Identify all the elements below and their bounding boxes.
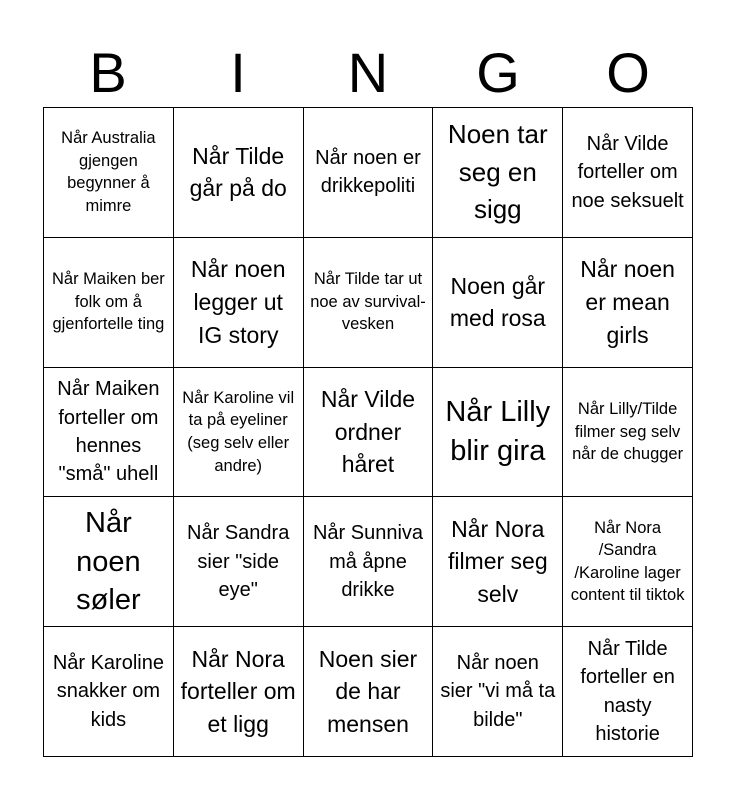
bingo-cell[interactable] <box>174 368 304 498</box>
cell-text: Noen sier de har mensen <box>318 645 418 737</box>
cell-text: Når Tilde forteller en nasty historie <box>580 637 675 745</box>
cell-text: Når Vilde ordner håret <box>320 386 416 478</box>
cell-text: Når noen er drikkepoliti <box>315 147 421 198</box>
bingo-cell[interactable] <box>433 497 563 627</box>
header-letter-g: G <box>476 41 520 104</box>
cell-text: Når Nora filmer seg selv <box>447 515 548 608</box>
bingo-cell[interactable] <box>563 108 693 238</box>
bingo-cell[interactable] <box>174 108 304 238</box>
bingo-cell[interactable] <box>174 627 304 757</box>
cell-text: Når Karoline snakker om kids <box>52 652 164 731</box>
bingo-cell[interactable] <box>304 497 434 627</box>
cell-text: Når noen legger ut IG story <box>190 256 286 348</box>
cell-text: Når Sandra sier "side eye" <box>187 522 290 601</box>
header-letter-b: B <box>89 41 127 104</box>
bingo-cell[interactable] <box>563 368 693 498</box>
cell-text: Når Australia gjengen begynner å mimre <box>61 129 156 215</box>
bingo-cell[interactable] <box>44 238 174 368</box>
cell-text: Noen tar seg en sigg <box>447 118 548 225</box>
bingo-cell[interactable] <box>433 108 563 238</box>
cell-text: Når Maiken forteller om hennes "små" uhell <box>57 378 160 486</box>
bingo-cell[interactable] <box>44 368 174 498</box>
bingo-cell[interactable] <box>304 108 434 238</box>
cell-text: Når noen sier "vi må ta bilde" <box>440 652 556 731</box>
cell-text: Når Vilde forteller om noe seksuelt <box>571 132 684 212</box>
bingo-cell[interactable] <box>174 497 304 627</box>
cell-text: Når Karoline vil ta på eyeliner (seg selv eller andre) <box>182 388 295 475</box>
header-letter-n: N <box>347 41 389 104</box>
cell-text: Når Tilde tar ut noe av survival-vesken <box>310 270 426 334</box>
bingo-cell[interactable] <box>433 627 563 757</box>
cell-text: Når Lilly/Tilde filmer seg selv når de chugger <box>572 400 684 464</box>
cell-text: Når Tilde går på do <box>189 142 287 202</box>
bingo-cell[interactable] <box>563 238 693 368</box>
cell-text: Når noen søler <box>76 506 141 617</box>
cell-text: Når Nora forteller om et ligg <box>180 645 296 737</box>
bingo-cell[interactable] <box>563 497 693 627</box>
bingo-cell[interactable] <box>44 497 174 627</box>
cell-text: Når Lilly blir gira <box>445 396 551 467</box>
bingo-cell[interactable] <box>563 627 693 757</box>
bingo-cell[interactable] <box>304 238 434 368</box>
cell-text: Noen går med rosa <box>449 272 546 332</box>
bingo-grid <box>43 107 693 757</box>
cell-text: Når Sunniva må åpne drikke <box>312 522 424 601</box>
header-letter-o: O <box>606 41 650 104</box>
bingo-cell[interactable] <box>304 627 434 757</box>
cell-text: Når noen er mean girls <box>580 256 675 348</box>
bingo-cell[interactable] <box>304 368 434 498</box>
bingo-cell[interactable] <box>174 238 304 368</box>
cell-text: Når Nora /Sandra /Karoline lager content til tiktok <box>570 518 685 605</box>
bingo-cell[interactable] <box>433 368 563 498</box>
bingo-cell[interactable] <box>44 627 174 757</box>
bingo-header <box>43 40 693 106</box>
bingo-cell[interactable] <box>44 108 174 238</box>
header-letter-i: I <box>230 41 246 104</box>
cell-text: Når Maiken ber folk om å gjenfortelle ting <box>52 270 165 334</box>
bingo-cell[interactable] <box>433 238 563 368</box>
